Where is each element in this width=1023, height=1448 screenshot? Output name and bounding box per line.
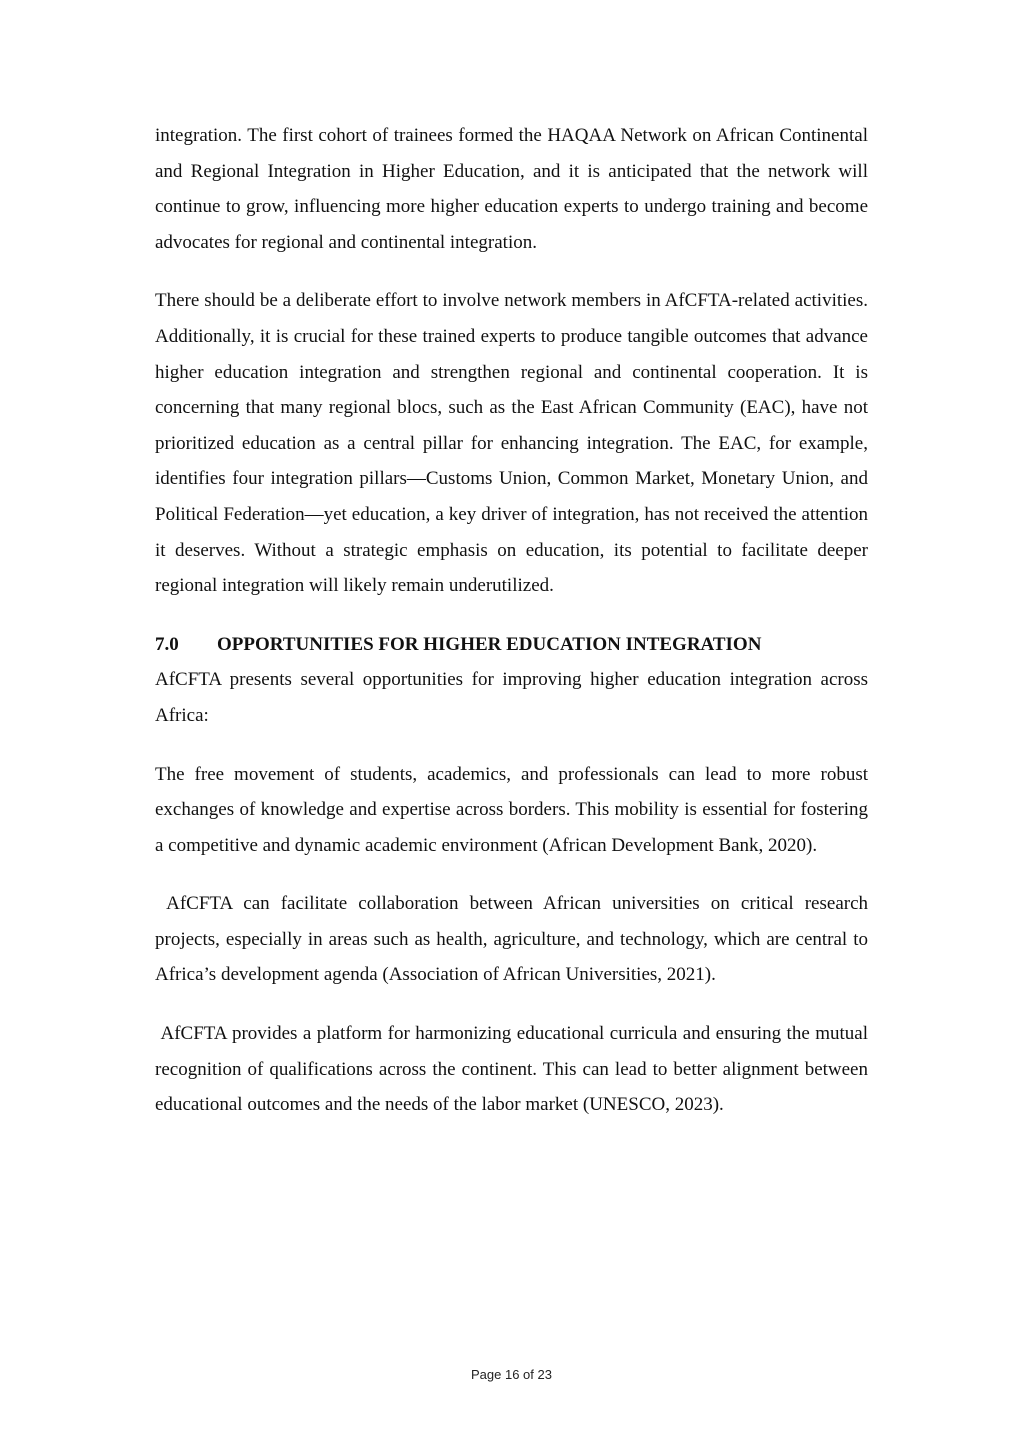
paragraph-harmonizing-curricula: AfCFTA provides a platform for harmonizing educational curricula and ensuring the mutual recognition of qualifications across the continent. This can lead to better alignment between educational outcomes and the needs of the labor market (UNESCO, 2023). xyxy=(155,1023,873,1116)
section-number: 7.0 xyxy=(155,633,179,655)
section-heading xyxy=(155,627,868,663)
section-title: OPPORTUNITIES FOR HIGHER EDUCATION INTEGRATION xyxy=(217,633,762,655)
page-number-footer: Page 16 of 23 xyxy=(471,1367,552,1382)
page-body xyxy=(155,118,873,1146)
paragraph-free-movement: The free movement of students, academics, and professionals can lead to more robust exchanges of knowledge and expertise across borders. This mobility is essential for fostering a competitive and dynamic academic environment (African Development Bank, 2020). xyxy=(155,763,868,856)
paragraph-network-members: There should be a deliberate effort to involve network members in AfCFTA-related activities. Additionally, it is crucial for these trained experts to produce tangible outcomes that advance higher education integration and strengthen regional and continental cooperation. It is concerning that many regional blocs, such as the East African Community (EAC), have not prioritized education as a central pillar for enhancing integration. The EAC, for example, identifies four integration pillars—Customs Union, Common Market, Monetary Union, and Political Federation—yet education, a key driver of integration, has not received the attention it deserves. Without a strategic emphasis on education, its potential to facilitate deeper regional integration will likely remain underutilized. xyxy=(155,290,868,597)
paragraph-research-collaboration: AfCFTA can facilitate collaboration between African universities on critical research projects, especially in areas such as health, agriculture, and technology, which are central to Africa’s development agenda (Association of African Universities, 2021). xyxy=(155,893,873,986)
paragraph-haqaa-network: integration. The first cohort of trainees formed the HAQAA Network on African Continental and Regional Integration in Higher Education, and it is anticipated that the network will continue to grow, influencing more higher education experts to undergo training and become advocates for regional and continental integration. xyxy=(155,125,868,253)
paragraph-intro-opportunities: AfCFTA presents several opportunities for improving higher education integration across Africa: xyxy=(155,669,868,726)
